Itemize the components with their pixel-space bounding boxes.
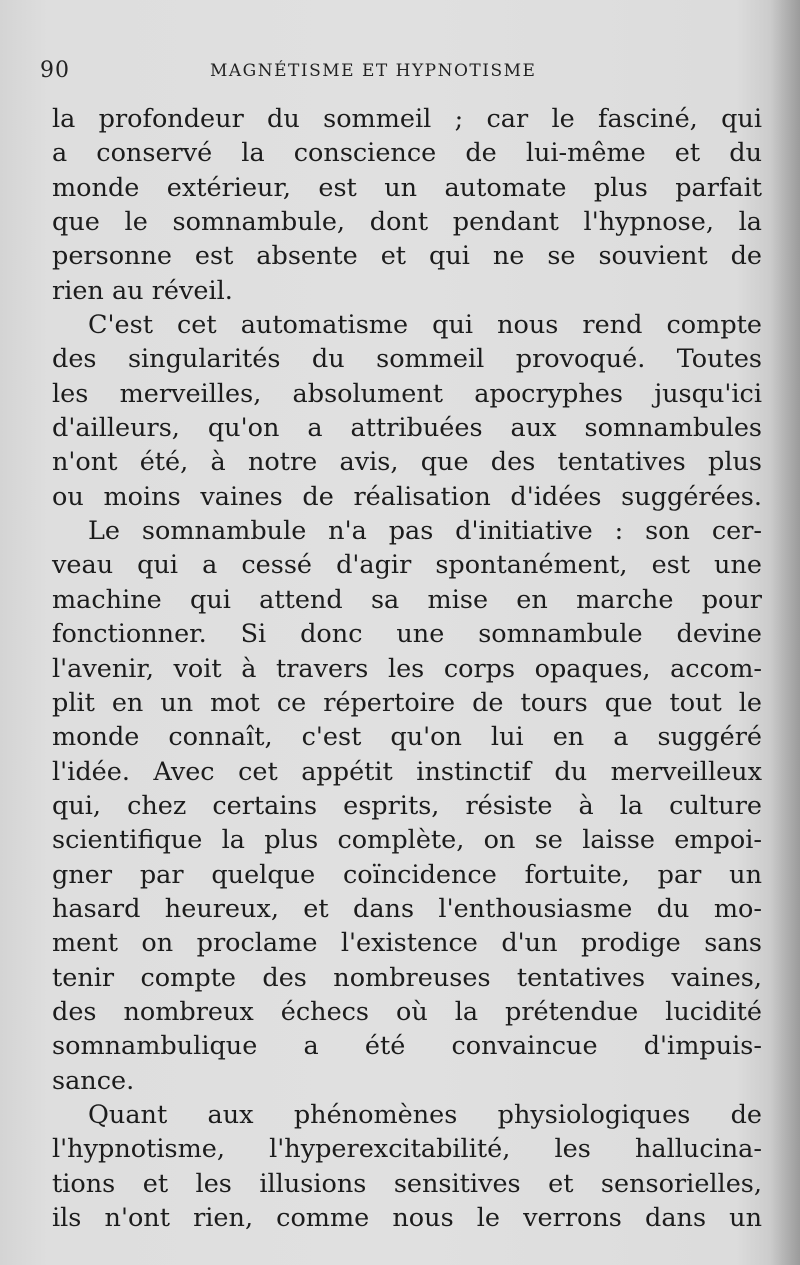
text-line: fonctionner. Si donc une somnambule devine xyxy=(52,619,762,650)
text-line: somnambulique a été convaincue d'impuis- xyxy=(52,1031,762,1062)
text-line: l'hypnotisme, l'hyperexcitabilité, les hallucina- xyxy=(52,1134,762,1165)
text-line: que le somnambule, dont pendant l'hypnose, la xyxy=(52,207,762,238)
text-line: la profondeur du sommeil ; car le fasciné, qui xyxy=(52,104,762,134)
text-line: Quant aux phénomènes physiologiques de xyxy=(88,1099,762,1130)
text-line: ils n'ont rien, comme nous le verrons dans un xyxy=(52,1203,762,1233)
text-line: scientifique la plus complète, on se laisse empoi- xyxy=(52,825,762,856)
text-line: Le somnambule n'a pas d'initiative : son cer- xyxy=(88,516,762,547)
text-line: veau qui a cessé d'agir spontanément, est une xyxy=(52,550,762,581)
text-line: l'idée. Avec cet appétit instinctif du merveilleux xyxy=(52,756,762,787)
page-edge-shadow xyxy=(770,0,800,1265)
text-line: C'est cet automatisme qui nous rend compte xyxy=(88,310,762,341)
page-header xyxy=(40,58,760,88)
text-line: d'ailleurs, qu'on a attribuées aux somnambules xyxy=(52,413,762,444)
text-line: les merveilles, absolument apocryphes jusqu'ici xyxy=(52,378,762,409)
text-line: des nombreux échecs où la prétendue lucidité xyxy=(52,996,762,1027)
text-line: tions et les illusions sensitives et sensorielles, xyxy=(52,1168,762,1199)
text-line: machine qui attend sa mise en marche pour xyxy=(52,584,762,615)
text-line: l'avenir, voit à travers les corps opaques, accom- xyxy=(52,653,762,684)
text-line: hasard heureux, et dans l'enthousiasme du mo- xyxy=(52,893,762,924)
text-line: n'ont été, à notre avis, que des tentatives plus xyxy=(52,447,762,478)
page-number: 90 xyxy=(40,58,70,83)
text-line: a conservé la conscience de lui-même et du xyxy=(52,138,762,169)
text-line: qui, chez certains esprits, résiste à la culture xyxy=(52,790,762,821)
body-text xyxy=(52,102,762,1235)
text-line: plit en un mot ce répertoire de tours que tout le xyxy=(52,687,762,718)
text-line: des singularités du sommeil provoqué. Toutes xyxy=(52,344,762,375)
text-line: ou moins vaines de réalisation d'idées suggérées. xyxy=(52,481,762,512)
text-line: tenir compte des nombreuses tentatives vaines, xyxy=(52,962,762,993)
running-title: MAGNÉTISME ET HYPNOTISME xyxy=(210,61,537,81)
text-line: rien au réveil. xyxy=(52,275,233,306)
text-line: personne est absente et qui ne se souvient de xyxy=(52,241,762,272)
text-line: ment on proclame l'existence d'un prodige sans xyxy=(52,928,762,959)
text-line: monde connaît, c'est qu'on lui en a suggéré xyxy=(52,722,762,753)
text-line: gner par quelque coïncidence fortuite, par un xyxy=(52,859,762,890)
text-line: sance. xyxy=(52,1065,135,1096)
text-line: monde extérieur, est un automate plus parfait xyxy=(52,172,762,203)
